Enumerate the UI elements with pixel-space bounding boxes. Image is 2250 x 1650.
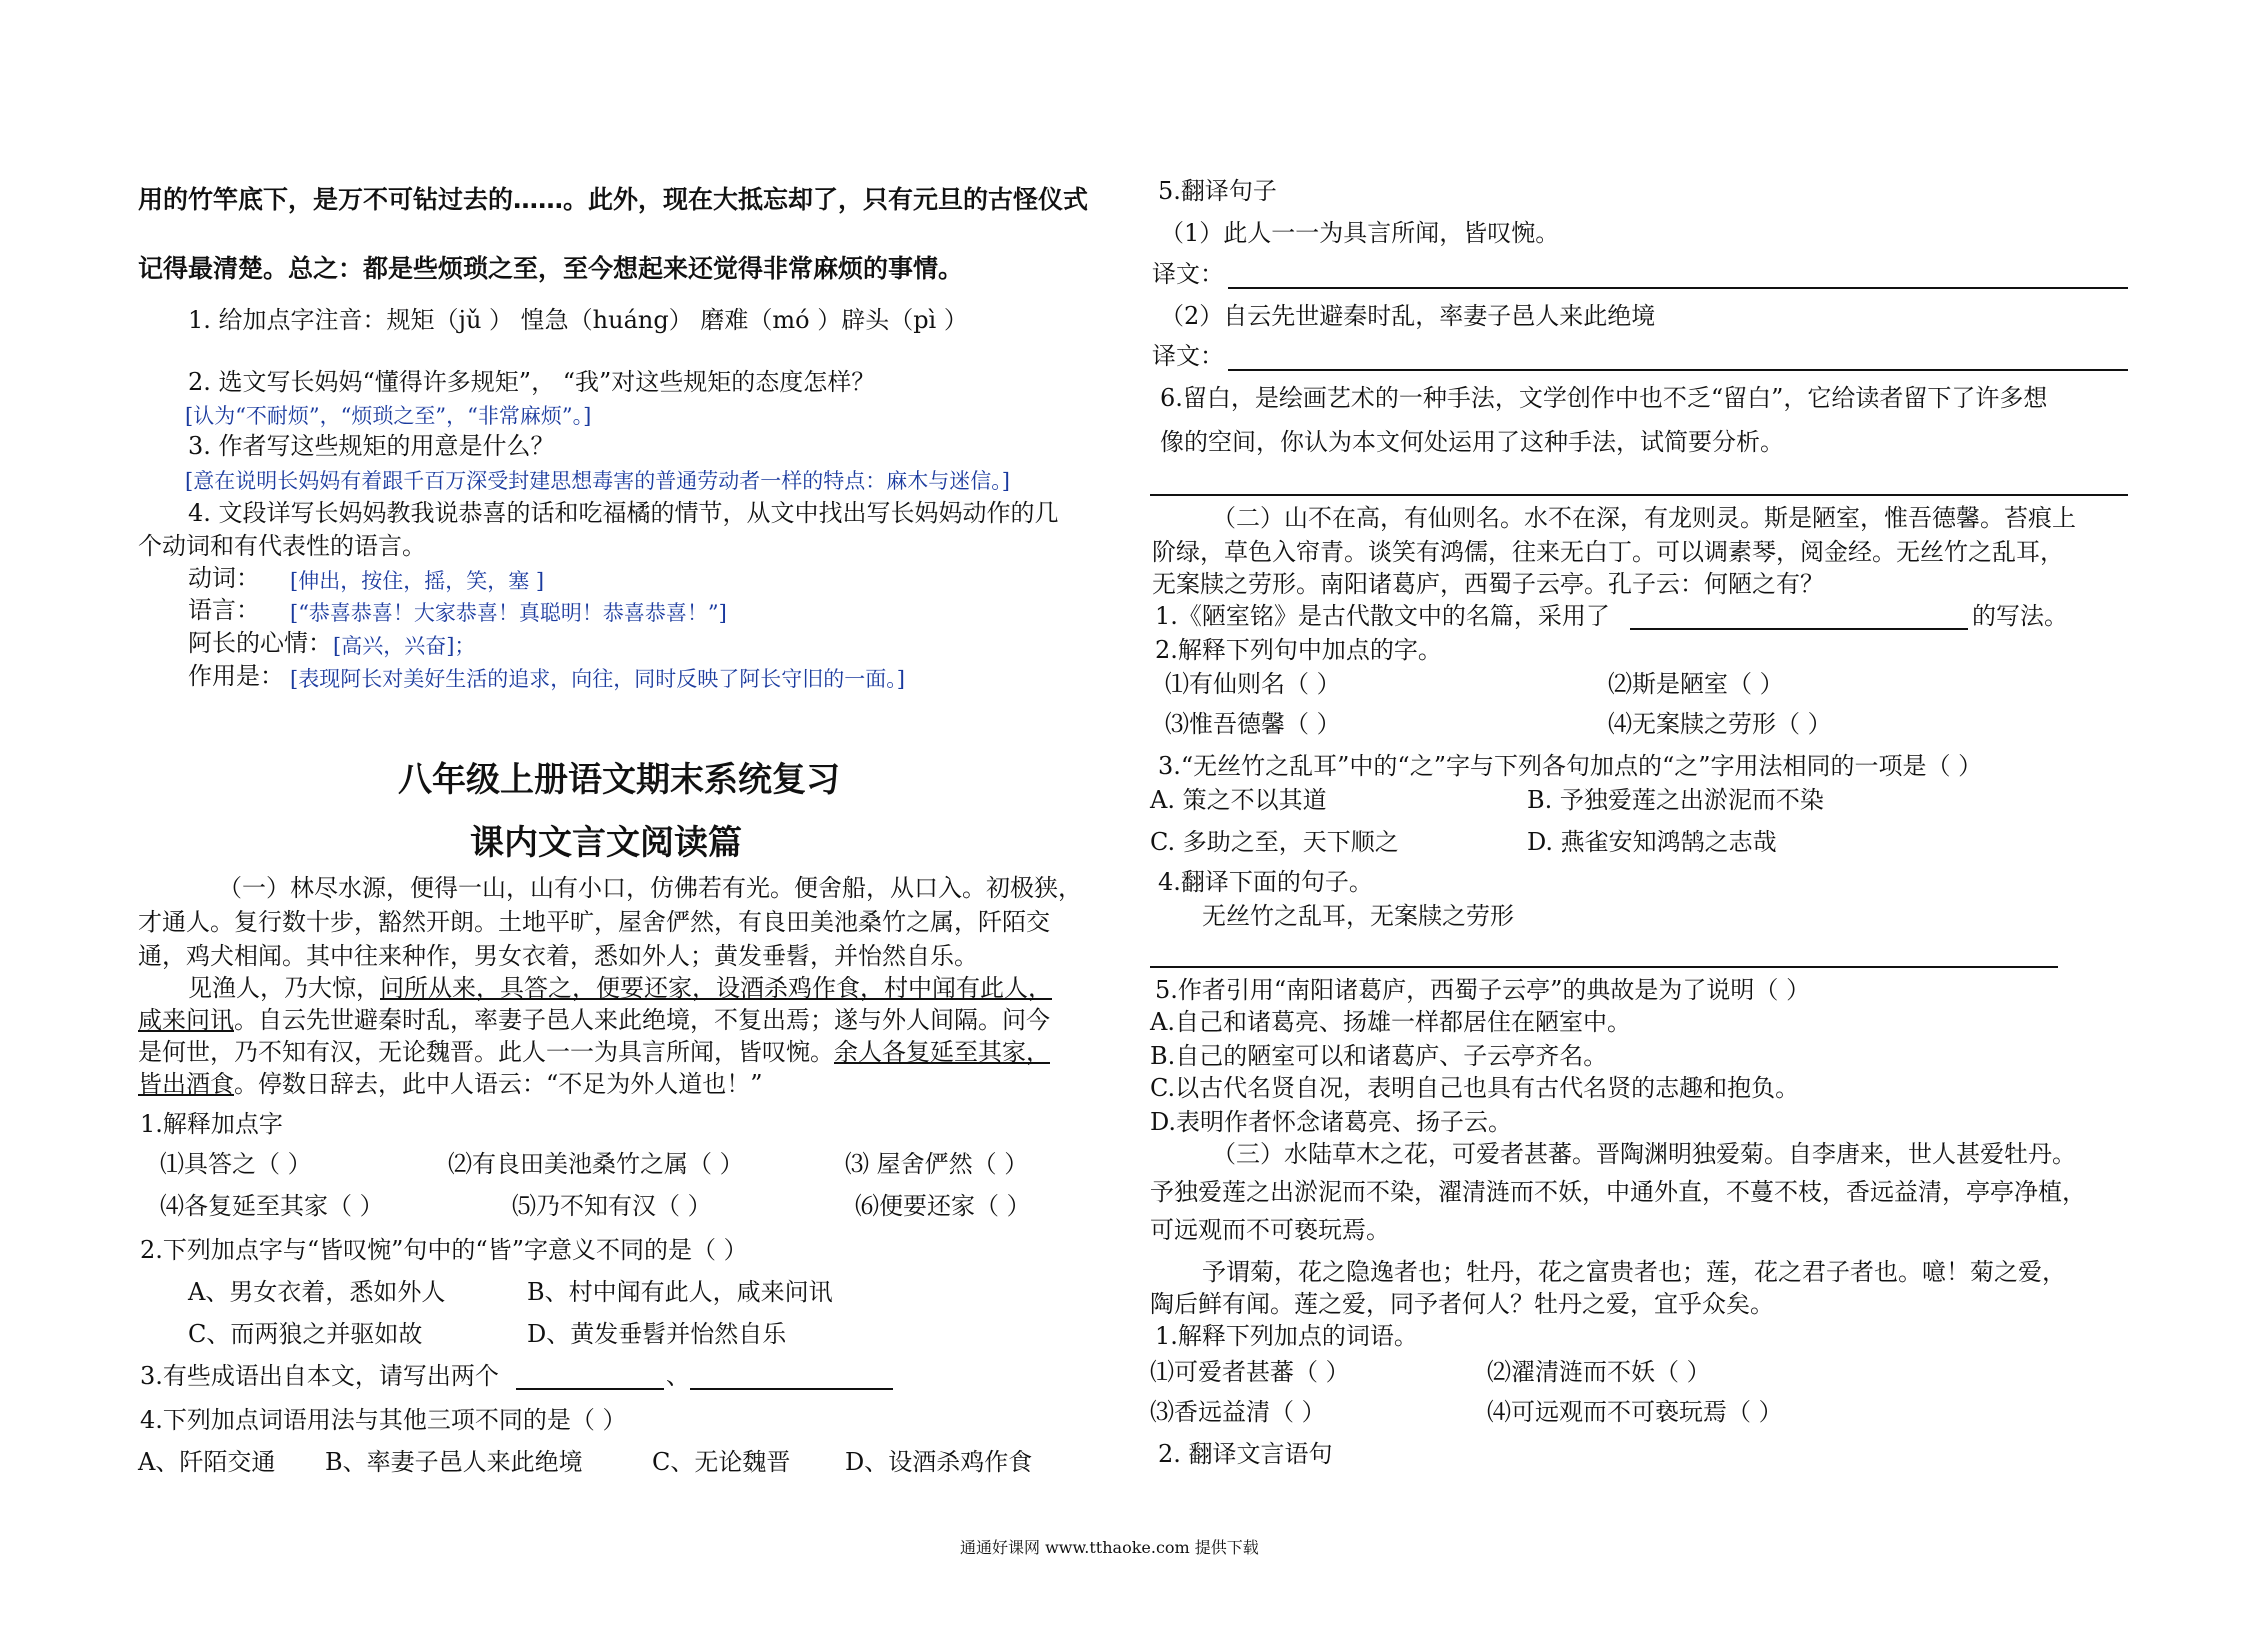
translation-line-1 (1228, 287, 2128, 289)
passage-3-line-1: （三）水陆草木之花，可爱者甚蕃。晋陶渊明独爱菊。自李唐来，世人甚爱牡丹。 (1212, 1140, 2076, 1168)
sub-question-4-d: D、设酒杀鸡作食 (845, 1448, 1033, 1476)
passage-2-question-2-b: ⑵斯是陋室（ ） (1608, 670, 1784, 698)
passage-2-question-5-b: B.自己的陋室可以和诸葛庐、子云亭齐名。 (1150, 1042, 1608, 1070)
passage-2-question-4: 4.翻译下面的句子。 (1158, 868, 1373, 896)
passage-2-question-1-a: 1.《陋室铭》是古代散文中的名篇，采用了 (1155, 602, 1610, 630)
sub-question-2-a: A、男女衣着，悉如外人 (188, 1278, 446, 1306)
sub-question-1-b: ⑵有良田美池桑竹之属（ ） (448, 1150, 744, 1178)
translation-label-2: 译文： (1152, 342, 1224, 370)
sub-question-1-c: ⑶ 屋舍俨然（ ） (845, 1150, 1029, 1178)
sub-question-4-c: C、无论魏晋 (652, 1448, 791, 1476)
answer-2: [认为“不耐烦”，“烦琐之至”，“非常麻烦”。] (185, 404, 592, 428)
title-sub: 课内文言文阅读篇 (470, 823, 742, 863)
passage-1-line-5: 咸来问讯。自云先世避秦时乱，率妻子邑人来此绝境，不复出焉；遂与外人间隔。问今 (138, 1006, 1050, 1034)
question-1: 1. 给加点字注音：规矩（jǔ ） 惶急（huáng） 磨难（mó ）辟头（pì ） (188, 306, 968, 334)
passage-3-question-1-c: ⑶香远益清（ ） (1150, 1398, 1326, 1426)
passage-3-line-5: 陶后鲜有闻。莲之爱，同予者何人？牡丹之爱，宜乎众矣。 (1150, 1290, 1774, 1318)
right-question-6-line-1: 6.留白，是绘画艺术的一种手法，文学创作中也不乏“留白”，它给读者留下了许多想 (1160, 384, 2048, 412)
verb-label: 动词： (188, 564, 260, 592)
sub-question-2-d: D、黄发垂髫并怡然自乐 (527, 1320, 787, 1348)
sub-question-3: 3.有些成语出自本文，请写出两个 (140, 1362, 499, 1390)
answer-line-6 (1150, 494, 2128, 496)
passage-2-line-1: （二）山不在高，有仙则名。水不在深，有龙则灵。斯是陋室，惟吾德馨。苔痕上 (1212, 504, 2076, 532)
passage-1-line-4: 见渔人，乃大惊，问所从来，具答之，便要还家，设酒杀鸡作食，村中闻有此人， (188, 974, 1052, 1002)
passage-2-question-3-a: A. 策之不以其道 (1150, 786, 1327, 814)
sub-question-1-d: ⑷各复延至其家（ ） (160, 1192, 384, 1220)
passage-3-question-1-a: ⑴可爱者甚蕃（ ） (1150, 1358, 1350, 1386)
speech-label: 语言： (188, 596, 260, 624)
passage-2-question-2-d: ⑷无案牍之劳形（ ） (1608, 710, 1832, 738)
question-4-line-1: 4. 文段详写长妈妈教我说恭喜的话和吃福橘的情节，从文中找出写长妈妈动作的几 (188, 499, 1059, 527)
speech-answer: [“恭喜恭喜！大家恭喜！真聪明！恭喜恭喜！”] (290, 601, 727, 625)
passage-1-line-2: 才通人。复行数十步，豁然开朗。土地平旷，屋舍俨然，有良田美池桑竹之属，阡陌交 (138, 908, 1050, 936)
question-2: 2. 选文写长妈妈“懂得许多规矩”， “我”对这些规矩的态度怎样？ (188, 368, 876, 396)
answer-3: [意在说明长妈妈有着跟千百万深受封建思想毒害的普通劳动者一样的特点：麻木与迷信。] (185, 469, 1010, 493)
passage-2-question-2-c: ⑶惟吾德馨（ ） (1165, 710, 1341, 738)
passage-2-question-5-d: D.表明作者怀念诸葛亮、扬子云。 (1150, 1108, 1513, 1136)
passage-2-question-3-b: B. 予独爱莲之出淤泥而不染 (1527, 786, 1824, 814)
sub-question-1-a: ⑴具答之（ ） (160, 1150, 312, 1178)
passage-3-question-1-b: ⑵濯清涟而不妖（ ） (1487, 1358, 1711, 1386)
passage-2-line-3: 无案牍之劳形。南阳诸葛庐，西蜀子云亭。孔子云：何陋之有？ (1152, 570, 1824, 598)
sub-question-2: 2.下列加点字与“皆叹惋”句中的“皆”字意义不同的是（ ） (140, 1236, 748, 1264)
question-3: 3. 作者写这些规矩的用意是什么？ (188, 432, 555, 460)
title-main: 八年级上册语文期末系统复习 (398, 760, 840, 800)
sub-question-4-b: B、率妻子邑人来此绝境 (325, 1448, 583, 1476)
intro-line-1: 用的竹竿底下，是万不可钻过去的……。此外，现在大抵忘却了，只有元旦的古怪仪式 (138, 185, 1089, 214)
passage-3-question-1-d: ⑷可远观而不可亵玩焉（ ） (1487, 1398, 1783, 1426)
effect-answer: [表现阿长对美好生活的追求，向往，同时反映了阿长守旧的一面。] (290, 667, 905, 691)
translation-line-2 (1228, 369, 2128, 371)
translation-line-3 (1150, 966, 2058, 968)
mood-label: 阿长的心情： (188, 629, 332, 657)
passage-2-question-3: 3.“无丝竹之乱耳”中的“之”字与下列各句加点的“之”字用法相同的一项是（ ） (1158, 752, 1983, 780)
right-question-5-1: （1）此人一一为具言所闻，皆叹惋。 (1160, 219, 1560, 247)
passage-1-line-3: 通，鸡犬相闻。其中往来种作，男女衣着，悉如外人；黄发垂髫，并怡然自乐。 (138, 942, 978, 970)
right-question-5-2: （2）自云先世避秦时乱，率妻子邑人来此绝境 (1160, 302, 1656, 330)
blank-separator: 、 (666, 1362, 690, 1390)
passage-3-question-1: 1.解释下列加点的词语。 (1155, 1322, 1418, 1350)
passage-2-line-2: 阶绿，草色入帘青。谈笑有鸿儒，往来无白丁。可以调素琴，阅金经。无丝竹之乱耳， (1152, 538, 2064, 566)
verb-answer: [伸出，按住，摇，笑，塞 ] (290, 569, 545, 593)
passage-3-line-4: 予谓菊，花之隐逸者也；牡丹，花之富贵者也；莲，花之君子者也。噫！菊之爱， (1202, 1258, 2066, 1286)
sub-question-1-f: ⑹便要还家（ ） (855, 1192, 1031, 1220)
passage-2-question-1-b: 的写法。 (1972, 602, 2068, 630)
passage-3-line-2: 予独爱莲之出淤泥而不染，濯清涟而不妖，中通外直，不蔓不枝，香远益清，亭亭净植， (1150, 1178, 2086, 1206)
passage-2-question-2-a: ⑴有仙则名（ ） (1165, 670, 1341, 698)
question-4-line-2: 个动词和有代表性的语言。 (138, 532, 426, 560)
effect-label: 作用是： (188, 662, 284, 690)
passage-3-question-2: 2. 翻译文言语句 (1158, 1440, 1333, 1468)
answer-blank-style (1630, 628, 1968, 630)
sub-question-2-b: B、村中闻有此人，咸来问讯 (527, 1278, 833, 1306)
footer-credit: 通通好课网 www.tthaoke.com 提供下载 (960, 1538, 1259, 1557)
passage-1-line-6: 是何世，乃不知有汉，无论魏晋。此人一一为具言所闻，皆叹惋。余人各复延至其家， (138, 1038, 1050, 1066)
sub-question-1-e: ⑸乃不知有汉（ ） (512, 1192, 712, 1220)
intro-line-2: 记得最清楚。总之：都是些烦琐之至，至今想起来还觉得非常麻烦的事情。 (138, 254, 964, 283)
sub-question-1: 1.解释加点字 (140, 1110, 283, 1138)
passage-1-line-7: 皆出酒食。停数日辞去，此中人语云：“不足为外人道也！” (138, 1070, 763, 1098)
passage-2-question-2: 2.解释下列句中加点的字。 (1155, 636, 1442, 664)
answer-blank-2 (690, 1388, 893, 1390)
translation-label-1: 译文： (1152, 260, 1224, 288)
right-question-5: 5.翻译句子 (1158, 177, 1277, 205)
right-question-6-line-2: 像的空间，你认为本文何处运用了这种手法，试简要分析。 (1160, 428, 1784, 456)
sub-question-4: 4.下列加点词语用法与其他三项不同的是（ ） (140, 1406, 627, 1434)
passage-2-question-4-sentence: 无丝竹之乱耳，无案牍之劳形 (1202, 902, 1514, 930)
sub-question-4-a: A、阡陌交通 (138, 1448, 276, 1476)
mood-answer: [高兴，兴奋]； (333, 634, 476, 658)
passage-2-question-5-a: A.自己和诸葛亮、扬雄一样都居住在陋室中。 (1150, 1008, 1631, 1036)
answer-blank-1 (516, 1388, 664, 1390)
sub-question-2-c: C、而两狼之并驱如故 (188, 1320, 423, 1348)
passage-1-line-1: （一）林尽水源，便得一山，山有小口，仿佛若有光。便舍船，从口入。初极狭， (218, 874, 1082, 902)
passage-2-question-3-d: D. 燕雀安知鸿鹄之志哉 (1527, 828, 1777, 856)
passage-2-question-3-c: C. 多助之至，天下顺之 (1150, 828, 1399, 856)
passage-3-line-3: 可远观而不可亵玩焉。 (1150, 1216, 1390, 1244)
passage-2-question-5: 5.作者引用“南阳诸葛庐，西蜀子云亭”的典故是为了说明（ ） (1155, 976, 1811, 1004)
passage-2-question-5-c: C.以古代名贤自况，表明自己也具有古代名贤的志趣和抱负。 (1150, 1074, 1800, 1102)
